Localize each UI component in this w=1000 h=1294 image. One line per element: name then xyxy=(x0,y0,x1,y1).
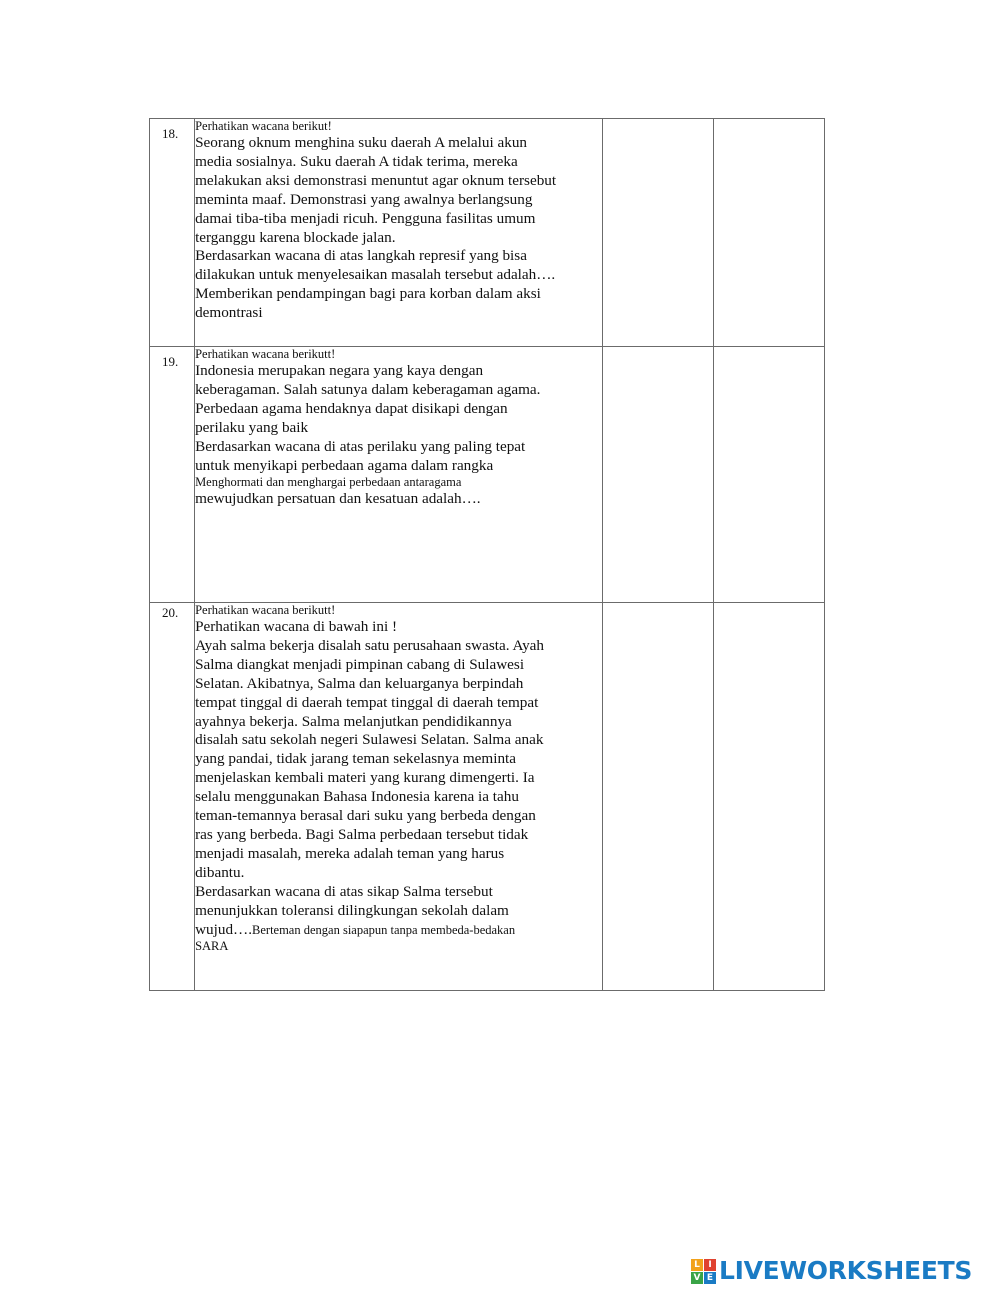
question-line: dibantu. xyxy=(195,863,245,881)
question-table xyxy=(149,118,825,991)
question-row-18 xyxy=(150,119,825,347)
question-line: menjelaskan kembali materi yang kurang dimengerti. Ia xyxy=(195,769,535,787)
question-line: teman-temannya berasal dari suku yang berbeda dengan xyxy=(195,807,536,825)
question-row-20 xyxy=(150,603,825,991)
question-line: dilakukan untuk menyelesaikan masalah tersebut adalah…. xyxy=(195,266,556,284)
question-line: mewujudkan persatuan dan kesatuan adalah…. xyxy=(195,490,481,508)
question-line: selalu menggunakan Bahasa Indonesia karena ia tahu xyxy=(195,788,519,806)
question-number: 18. xyxy=(162,126,179,141)
question-line: tempat tinggal di daerah tempat tinggal di daerah tempat xyxy=(195,693,539,711)
question-last-line xyxy=(195,921,602,940)
question-row-19 xyxy=(150,347,825,603)
question-line: disalah satu sekolah negeri Sulawesi Selatan. Salma anak xyxy=(195,731,544,749)
question-line: ras yang berbeda. Bagi Salma perbedaan tersebut tidak xyxy=(195,825,529,843)
question-last-prefix: wujud…. xyxy=(195,920,253,938)
liveworksheets-logo[interactable] xyxy=(691,1256,972,1286)
question-line: media sosialnya. Suku daerah A tidak terima, mereka xyxy=(195,152,518,170)
question-number: 20. xyxy=(162,605,179,620)
question-line: Berdasarkan wacana di atas sikap Salma tersebut xyxy=(195,882,493,900)
answer-box-a[interactable] xyxy=(602,119,713,347)
question-line: Salma diangkat menjadi pimpinan cabang di Sulawesi xyxy=(195,655,525,673)
answer-line: Menghormati dan menghargai perbedaan antaragama xyxy=(195,475,462,490)
question-line: Berdasarkan wacana di atas perilaku yang paling tepat xyxy=(195,437,526,455)
question-line: terganggu karena blockade jalan. xyxy=(195,228,396,246)
question-line: Perbedaan agama hendaknya dapat disikapi dengan xyxy=(195,399,508,417)
question-line: Seorang oknum menghina suku daerah A melalui akun xyxy=(195,134,528,151)
question-line: Ayah salma bekerja disalah satu perusahaan swasta. Ayah xyxy=(195,636,544,654)
question-line: perilaku yang baik xyxy=(195,418,309,436)
logo-letter: I xyxy=(704,1259,716,1271)
question-intro: Perhatikan wacana berikutt! xyxy=(195,347,336,361)
logo-letter: V xyxy=(691,1272,703,1284)
question-text-cell xyxy=(195,603,603,991)
question-line: Indonesia merupakan negara yang kaya dengan xyxy=(195,362,484,379)
question-text-cell xyxy=(195,119,603,347)
logo-letter: L xyxy=(691,1259,703,1271)
answer-line: demontrasi xyxy=(195,304,263,322)
question-line: damai tiba-tiba menjadi ricuh. Pengguna fasilitas umum xyxy=(195,209,536,227)
answer-box-b[interactable] xyxy=(713,347,824,603)
answer-line: SARA xyxy=(195,939,229,954)
question-number-cell xyxy=(150,603,195,991)
question-line: Perhatikan wacana di bawah ini ! xyxy=(195,618,398,635)
answer-box-a[interactable] xyxy=(602,347,713,603)
logo-letter: E xyxy=(704,1272,716,1284)
question-line: untuk menyikapi perbedaan agama dalam rangka xyxy=(195,456,494,474)
question-line: menjadi masalah, mereka adalah teman yang harus xyxy=(195,844,505,862)
logo-mark-icon xyxy=(691,1259,716,1284)
question-line: menunjukkan toleransi dilingkungan sekolah dalam xyxy=(195,901,509,919)
question-line: yang pandai, tidak jarang teman sekelasnya meminta xyxy=(195,750,516,768)
answer-box-b[interactable] xyxy=(713,119,824,347)
question-number-cell xyxy=(150,347,195,603)
question-intro: Perhatikan wacana berikutt! xyxy=(195,603,336,617)
question-line: ayahnya bekerja. Salma melanjutkan pendidikannya xyxy=(195,712,512,730)
answer-text: Berteman dengan siapapun tanpa membeda-bedakan xyxy=(252,922,516,937)
logo-text: LIVEWORKSHEETS xyxy=(719,1256,973,1285)
answer-box-b[interactable] xyxy=(713,603,824,991)
answer-line: Memberikan pendampingan bagi para korban dalam aksi xyxy=(195,285,541,303)
question-line: keberagaman. Salah satunya dalam keberagaman agama. xyxy=(195,380,541,398)
question-text-cell xyxy=(195,347,603,603)
question-line: Selatan. Akibatnya, Salma dan keluarganya berpindah xyxy=(195,674,524,692)
question-intro: Perhatikan wacana berikut! xyxy=(195,119,332,133)
question-number: 19. xyxy=(162,354,179,369)
question-line: meminta maaf. Demonstrasi yang awalnya berlangsung xyxy=(195,190,533,208)
question-line: melakukan aksi demonstrasi menuntut agar oknum tersebut xyxy=(195,171,557,189)
question-number-cell xyxy=(150,119,195,347)
question-line: Berdasarkan wacana di atas langkah represif yang bisa xyxy=(195,247,527,265)
answer-box-a[interactable] xyxy=(602,603,713,991)
